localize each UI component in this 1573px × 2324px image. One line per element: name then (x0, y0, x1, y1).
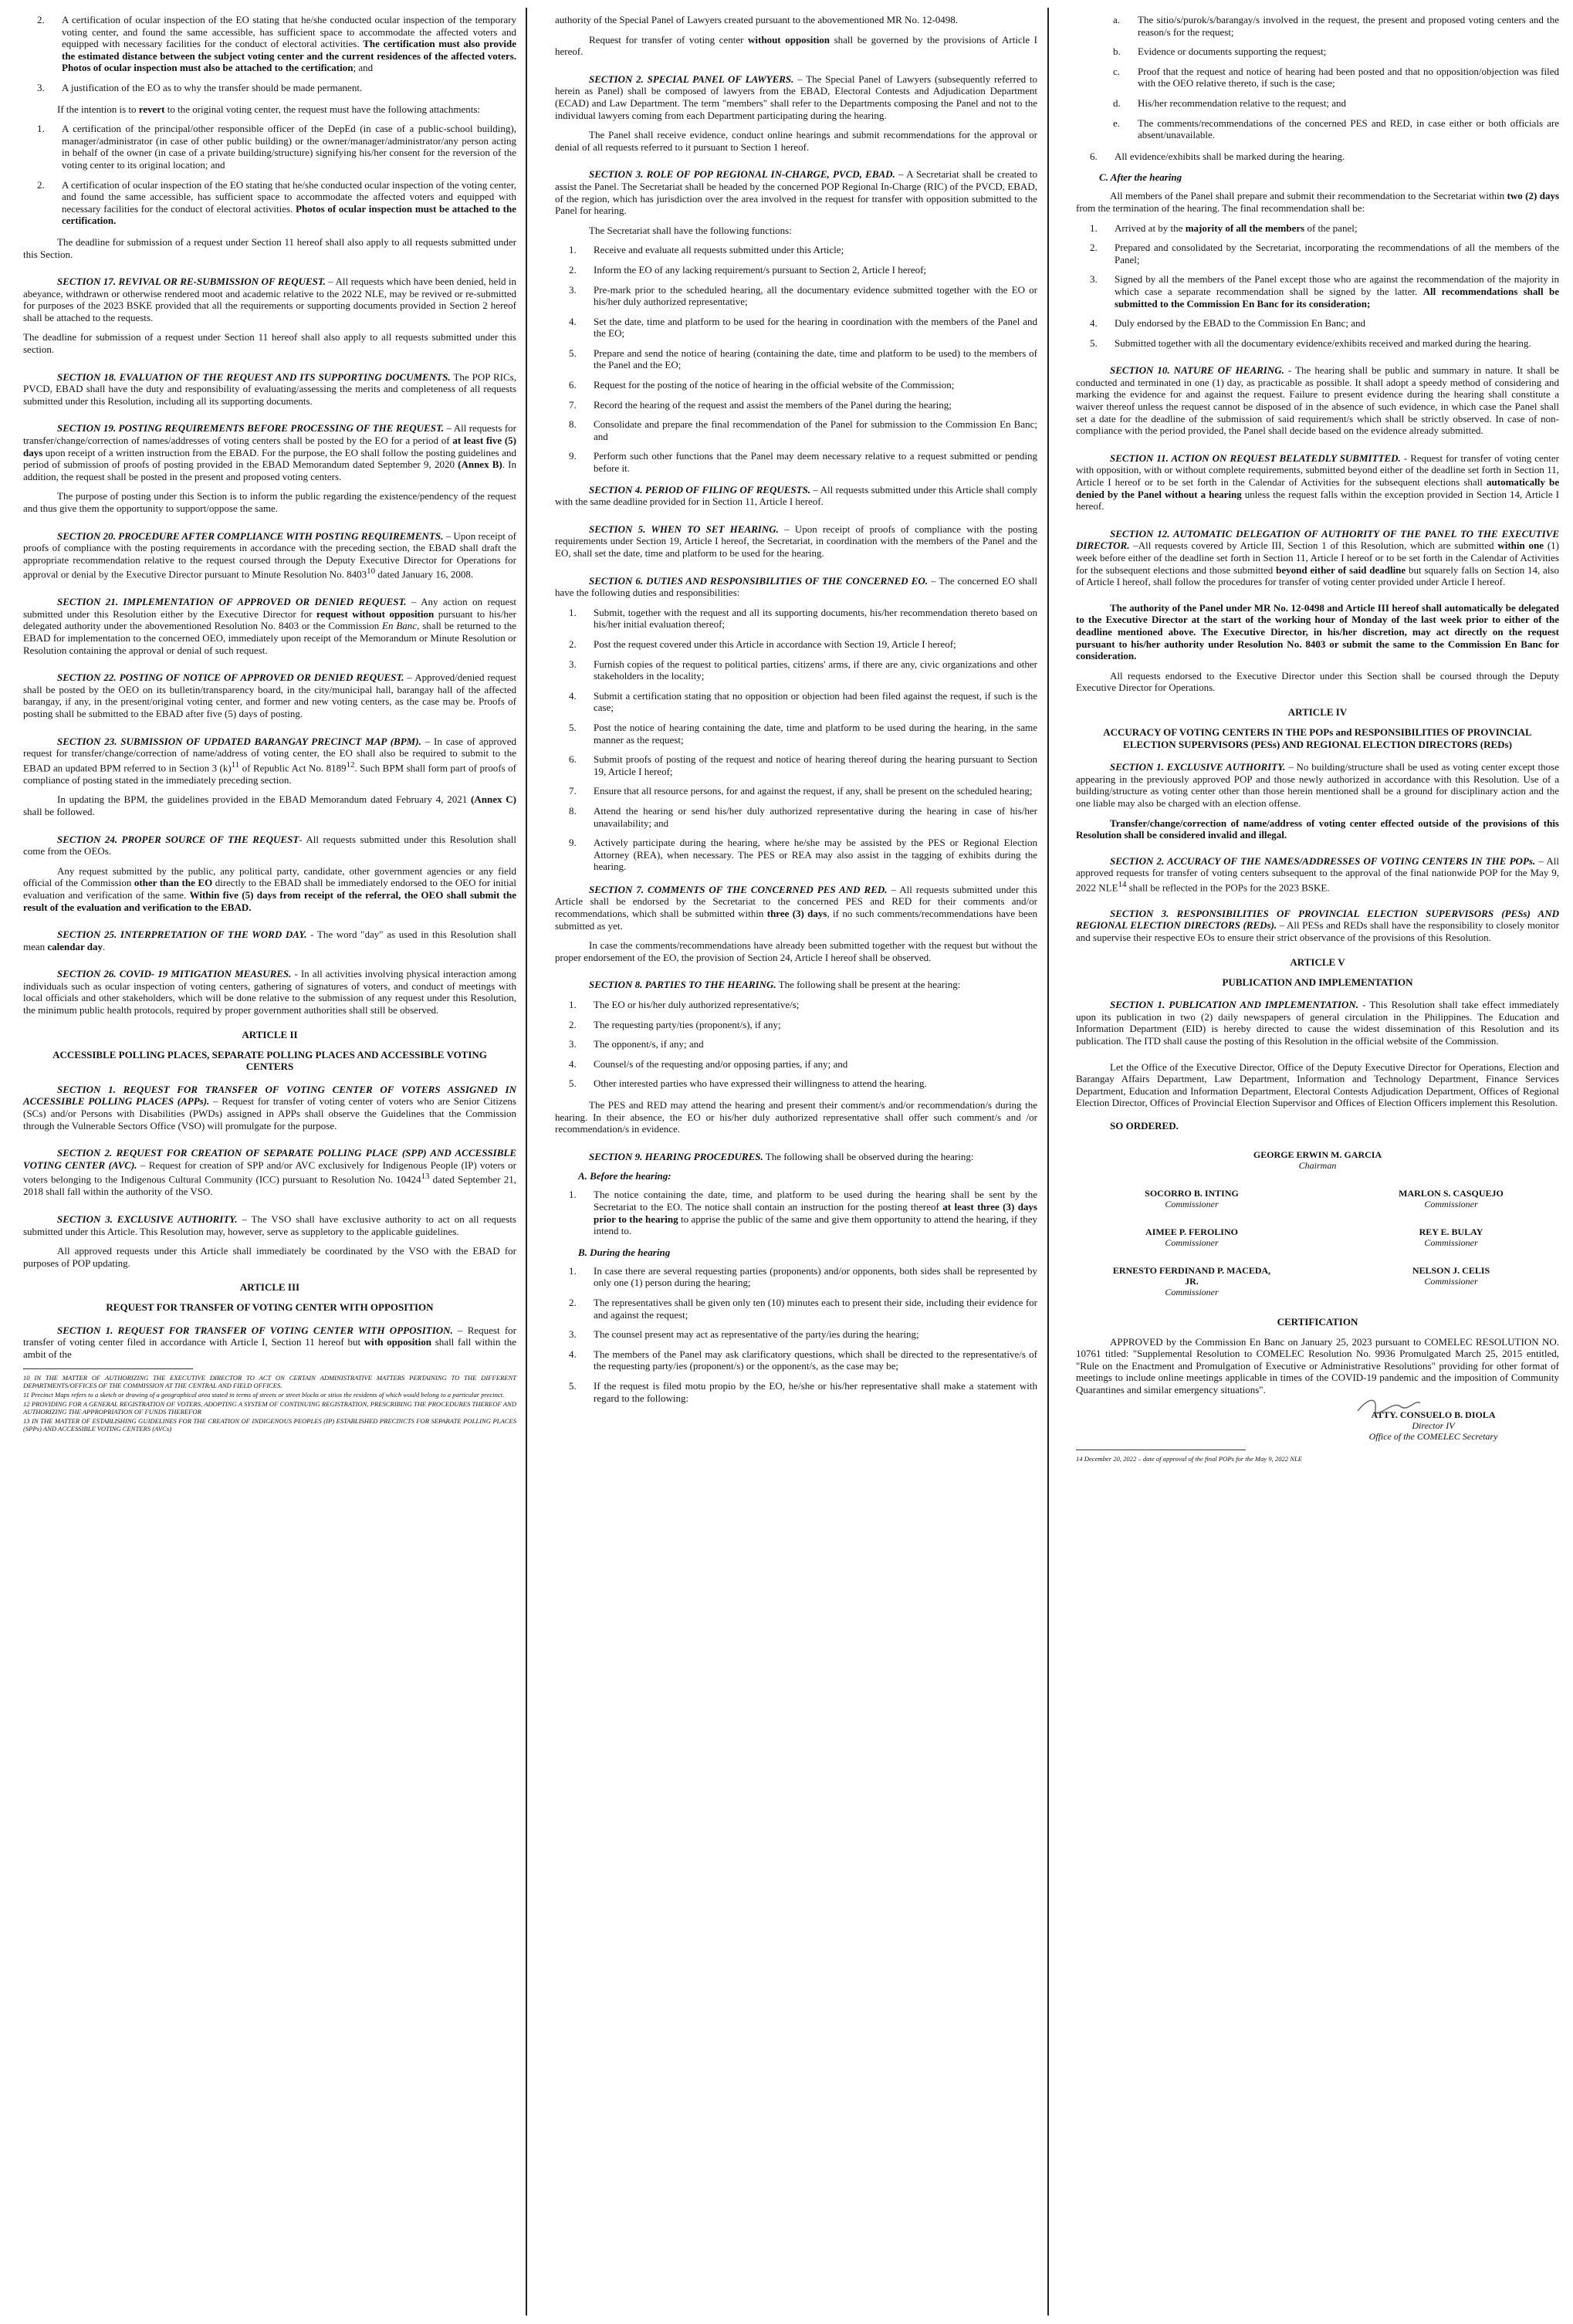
paragraph: All members of the Panel shall prepare and submit their recommendation to the Secretariat within two (2) days from the termination of the hearing. The final recommendation shall be: (1076, 190, 1559, 214)
list-text: Other interested parties who have expressed their willingness to attend the hearing. (594, 1077, 927, 1090)
list-number: 4. (569, 689, 577, 702)
signatory-name: ERNESTO FERDINAND P. MACEDA, JR. (1112, 1264, 1271, 1287)
paragraph: All requests endorsed to the Executive Director under this Section shall be coursed through the Deputy Executive Director for Operations. (1076, 669, 1559, 694)
list-item: 1. A certification of the principal/other responsible officer of the DepEd (in case of a public-school building), manager/administrator (in case of other public building) or the owner/manager/administrator/any person acting in behalf of the owner (in case of a private building/structure) signifying his/her consent for the reversion of the voting center to its original location; and (37, 123, 516, 171)
secretariat-functions-list (555, 244, 1037, 474)
list-text: The sitio/s/purok/s/barangay/s involved in the request, the present and proposed voting centers and the reason/s for the request; (1138, 14, 1559, 38)
signature-row (1107, 1226, 1536, 1248)
signatory-role: Commissioner (1165, 1286, 1219, 1297)
list-number: 5. (569, 347, 577, 359)
list-text: The requesting party/ties (proponent/s), if any; (594, 1018, 781, 1030)
list-item (555, 379, 1037, 391)
list-item (555, 999, 1037, 1011)
list-item (1099, 14, 1559, 38)
footnote: 10 IN THE MATTER OF AUTHORIZING THE EXECUTIVE DIRECTOR TO ACT ON CERTAIN ADMINISTRATIVE MATTERS PERTAINING TO THE DIFFERENT DEPARTMENTS/OFFICES OF THE COMMISSION AT THE CENTRAL AND FIELD OFFICES. (23, 1373, 516, 1389)
list-number: 6. (569, 753, 577, 766)
list-item: 1. Arrived at by the majority of all the members of the panel; (1090, 222, 1358, 234)
footnote: 14 December 20, 2022 – date of approval of the final POPs for the May 9, 2022 NLE (1076, 1455, 1303, 1463)
before-hearing-list (555, 1189, 1037, 1236)
list-text: Record the hearing of the request and assist the members of the Panel during the hearing; (594, 398, 952, 411)
list-item: 2. Prepared and consolidated by the Secretariat, incorporating the recommendations of all the members of the Panel; (1090, 242, 1559, 266)
list-text: Counsel/s of the requesting and/or opposing parties, if any; and (594, 1057, 848, 1070)
list-item (555, 418, 1037, 442)
signatory-name: GEORGE ERWIN M. GARCIA (1253, 1148, 1382, 1160)
column-left (15, 0, 521, 2324)
list-item (555, 1328, 1037, 1341)
list-item (555, 284, 1037, 308)
list-item (555, 1019, 1037, 1031)
list-number: 5. (569, 1379, 577, 1392)
list-item (555, 837, 1037, 873)
signature-chairman (1076, 1149, 1559, 1171)
list-number: 3. (569, 1038, 577, 1050)
list-item (555, 690, 1037, 714)
section-8: SECTION 8. PARTIES TO THE HEARING. The following shall be present at the hearing: (589, 979, 961, 991)
paragraph: The deadline for submission of a request under Section 11 hereof shall also apply to all requests submitted under this section. (23, 331, 516, 356)
certification (1076, 1316, 1559, 1443)
list-number: 2. (569, 263, 577, 276)
paragraph: The Panel shall receive evidence, conduct online hearings and submit recommendations for the approval or denial of all requests referred to it pursuant to Section 1 hereof. (555, 129, 1037, 153)
list-text: Request for the posting of the notice of hearing in the official website of the Commission; (594, 379, 955, 391)
section-23: SECTION 23. SUBMISSION OF UPDATED BARANGAY PRECINCT MAP (BPM). – In case of approved request for transfer/change/correction of name/address of voting center, the EO shall also be required to submit to the EBAD an updated BPM referred to in Section 3 $(k)^{11}$ of Republic Act No. 8189$^{12}$. Such BPM shall form part of proofs of compliance of posting stated in the immediately preceding section. (23, 735, 516, 786)
subheading: C. After the hearing (1099, 171, 1182, 184)
footnote-rule (23, 1368, 193, 1369)
during-hearing-list-continued (1076, 151, 1559, 163)
article-title: PUBLICATION AND IMPLEMENTATION (1222, 976, 1413, 988)
list-item (555, 1265, 1037, 1289)
list-item: 3. A justification of the EO as to why the transfer should be made permanent. (37, 81, 363, 93)
list-item (555, 347, 1037, 371)
section-5: SECTION 5. WHEN TO SET HEARING. – Upon receipt of proofs of compliance with the posting requirements under Section 19, Article I hereof, the Secretariat, in coordination with the members of the Panel and the EO, shall set the date, time and platform to be used for the hearing. (555, 523, 1037, 559)
list-number: c. (1113, 65, 1121, 77)
list-item (555, 450, 1037, 474)
footnote: 11 Precinct Maps refers to a sketch or drawing of a geographical area stated in terms of streets or street blocks or sitios the residents of which would belong to a particular precinct. (23, 1390, 505, 1399)
signatory (1366, 1188, 1536, 1209)
signatory (1107, 1188, 1277, 1209)
list-item: 2. A certification of ocular inspection of the EO stating that he/she conducted ocular inspection of the temporary voting center, and found the same accessible, has sufficient space to accommodate the affected voters and equipped with necessary facilities for the conduct of electoral activities. The certification must also provide the estimated distance between the subject voting center and the current residences of the affected voters. Photos of ocular inspection must also be attached to the certification; and (37, 14, 516, 74)
list-number: 2. (569, 1296, 577, 1308)
list-number: 4. (569, 1348, 577, 1360)
article-heading: ARTICLE III (239, 1281, 300, 1294)
final-recommendation-list (1076, 222, 1559, 350)
section-3: SECTION 3. ROLE OF POP REGIONAL IN-CHARGE, PVCD, EBAD. – A Secretariat shall be created to assist the Panel. The Secretariat shall be headed by the concerned POP Regional In-Charge (RIC) of the PVCD, EBAD, of the region, which has jurisdiction over the area involved in the request for transfer with opposition submitted to the Panel for hearing. (555, 168, 1038, 217)
signatory (1366, 1226, 1536, 1248)
list-text: Attend the hearing or send his/her duly authorized representative during the hearing in case of his/her unavailability; and (594, 804, 1037, 829)
signatory-name: NELSON J. CELIS (1412, 1264, 1490, 1276)
signatory-role: Commissioner (1424, 1198, 1478, 1209)
list-number: 5. (569, 721, 577, 733)
list-item (555, 399, 1037, 411)
list-number: 8. (569, 804, 577, 817)
paragraph: Any request submitted by the public, any political party, candidate, other government agencies or any field official of the Commission other than the EO directly to the EBAD shall be immediately endorsed to the OEO for initial evaluation and verification of the same. Within five (5) days from receipt of the referral, the OEO shall submit the result of the evaluation and verification to the EBAD. (23, 864, 516, 913)
list-text: Post the request covered under this Article in accordance with Section 19, Article I hereof; (594, 638, 956, 650)
list-number: 1. (569, 606, 577, 618)
list-item (1099, 66, 1559, 90)
section-18: SECTION 18. EVALUATION OF THE REQUEST AND ITS SUPPORTING DOCUMENTS. The POP RICs, PVCD, EBAD shall have the duty and responsibility of evaluating/assessing the merits and completeness of all requests submitted under this Resolution, including all its supporting documents. (23, 370, 516, 407)
list-item (1099, 97, 1559, 110)
column-middle (536, 0, 1042, 2324)
paragraph: Transfer/change/correction of name/address of voting center effected outside of the provisions of this Resolution shall be considered invalid and illegal. (1076, 817, 1559, 841)
signatory-name: SOCORRO B. INTING (1145, 1187, 1239, 1199)
signature-row (1107, 1265, 1536, 1297)
paragraph: authority of the Special Panel of Lawyers created pursuant to the abovementioned MR No. 12-0498. (555, 14, 959, 25)
article-heading: ARTICLE IV (1287, 705, 1348, 718)
list-item (555, 1380, 1037, 1404)
list-text: The representatives shall be given only ten (10) minutes each to present their side, including their evidence for and against the request; (594, 1296, 1037, 1321)
footnote: 12 PROVIDING FOR A GENERAL REGISTRATION OF VOTERS, ADOPTING A SYSTEM OF CONTINUING REGISTRATION, PRESCRIBING THE PROCEDURES THEREOF AND AUTHORIZING THE APPROPRIATION OF FUNDS THEREFOR (23, 1399, 516, 1416)
eo-duties-list (555, 607, 1037, 873)
certification-text: APPROVED by the Commission En Banc on January 25, 2023 pursuant to COMELEC RESOLUTION NO. 10761 titled: "Supplemental Resolution to COMELEC Resolution No. 9936 Promulgated March 25, 2015 entitled, "Rule on the Enactment and Promulgation of Executive or Administrative Resolutions" providing for other format of meetings to include online meetings applicable in times of the COVID-19 pandemic and the imposition of Community Quarantines and similar emergency situations". (1076, 1335, 1559, 1395)
hearing-parties-list (555, 999, 1037, 1090)
list-number: d. (1113, 96, 1121, 109)
list-item (555, 244, 1037, 256)
list-item (555, 1038, 1037, 1050)
section-22: SECTION 22. POSTING OF NOTICE OF APPROVED OR DENIED REQUEST. – Approved/denied request shall be posted by the OEO on its bulletin/transparency board, in the city/municipal hall, barangay hall of the affected barangay, if any, in the present/original voting center, and former and new voting centers, as the case may be. Proofs of posting shall be submitted to the EBAD after five (5) days of posting. (23, 671, 517, 720)
section-17: SECTION 17. REVIVAL OR RE-SUBMISSION OF REQUEST. – All requests which have been denied, held in abeyance, withdrawn or otherwise rendered moot and academic relative to the 2022 NLE, may be revived or re-submitted for purposes of the 2023 BSKE provided that all the requirements or supporting documents provided in Section 2 hereof shall be attached to the requests. (23, 276, 516, 323)
paragraph: The deadline for submission of a request under Section 11 hereof shall also apply to all requests submitted under this Section. (23, 235, 516, 260)
list-text: Inform the EO of any lacking requirement/s pursuant to Section 2, Article I hereof; (594, 263, 927, 276)
list-item (555, 316, 1037, 340)
list-item: 5. Submitted together with all the documentary evidence/exhibits received and marked during the hearing. (1090, 337, 1531, 349)
list-text: Submit, together with the request and all its supporting documents, his/her recommendation thereto based on his/her initial evaluation thereof; (594, 606, 1037, 631)
section-2: SECTION 2. SPECIAL PANEL OF LAWYERS. – The Special Panel of Lawyers (subsequently referred to herein as Panel) shall be composed of lawyers from the EBAD, Electoral Contests and Adjudication Department (ECAD) and Law Department. The term "members" shall refer to the Departments composing the Panel and not to the individual lawyers coming from each Department participating during the hearing. (555, 73, 1037, 121)
list-number: a. (1113, 14, 1121, 25)
list-item (555, 722, 1037, 746)
list-item (555, 785, 1037, 797)
signatory-office: Office of the COMELEC Secretary (1368, 1431, 1498, 1443)
article4-section-3: SECTION 3. RESPONSIBILITIES OF PROVINCIAL ELECTION SUPERVISORS (PESs) AND REGIONAL ELECTION DIRECTORS (REDs). – All PESs and REDs shall have the responsibility to closely monitor and supervise their respective EOs to ensure their strict observance of the provisions of this Resolution. (1076, 907, 1559, 943)
article5-section-1: SECTION 1. PUBLICATION AND IMPLEMENTATION. - This Resolution shall take effect immediately upon its publication in two (2) daily newspapers of general circulation in the Philippines. The Education and Information Department (EID) is hereby directed to cause the widest dissemination of this Resolution and its publication. The ITD shall cause the posting of this Resolution in the official website of the Commission. (1076, 999, 1559, 1047)
signatory-role: Commissioner (1165, 1236, 1219, 1248)
list-text: Furnish copies of the request to political parties, citizens' arms, if there are any, civic organizations and other stakeholders in the locality; (594, 658, 1037, 682)
list-item (555, 1058, 1037, 1071)
list-item (555, 1077, 1037, 1090)
section-9: SECTION 9. HEARING PROCEDURES. The following shall be observed during the hearing: (589, 1150, 974, 1162)
list-text: The opponent/s, if any; and (594, 1038, 704, 1050)
list-text: Evidence or documents supporting the request; (1138, 46, 1327, 58)
paragraph: The PES and RED may attend the hearing and present their comment/s and/or recommendation/s during the hearing. In their absence, the EO or his/her duly authorized representative shall offer such comment/s and /or recommendation/s in evidence. (555, 1099, 1037, 1135)
list-item (555, 805, 1037, 829)
article4-section-1: SECTION 1. EXCLUSIVE AUTHORITY. – No building/structure shall be used as voting center except those appearing in the previously approved POP and those newly authorized in accordance with this Resolution. Use of a building/structure as voting center other than those herein mentioned shall be a ground for disciplinary action and the one liable may also be charged with an election offense. (1076, 761, 1559, 809)
list-text: If the request is filed motu propio by the EO, he/she or his/her representative shall make a statement with regard to the following: (594, 1379, 1037, 1404)
section-11: SECTION 11. ACTION ON REQUEST BELATEDLY SUBMITTED. - Request for transfer of voting center with opposition, with or without complete requirements, submitted beyond either of the deadline set forth in Section 11, Article I hereof or to be set forth in the Calendar of Activities for the subsequent elections shall automatically be denied by the Panel without a hearing unless the request falls within the exception provided in Section 14, Article I hereof. (1076, 452, 1559, 512)
article4-section-2: SECTION 2. ACCURACY OF THE NAMES/ADDRESSES OF VOTING CENTERS IN THE POPs. – All approved requests for transfer of voting centers subsequent to the approval of the final nationwide POP for the May 9, 2022 NLE$^{14}$ shall be reflected in the POPs for the 2023 BSKE. (1076, 854, 1559, 894)
list-text: The counsel present may act as representative of the party/ies during the hearing; (594, 1328, 919, 1341)
list-text: Pre-mark prior to the scheduled hearing, all the documentary evidence submitted together with the EO or his/her duly authorized representative; (594, 283, 1037, 308)
section-26: SECTION 26. COVID- 19 MITIGATION MEASURES. - In all activities involving physical interaction among individuals such as ocular inspection of voting centers, gathering of signatures of voters, and conduct of meetings with local officials and other stakeholders, which will be done relative to the submission of any request under this Resolution, the minimum public health protocols, required by proper government authorities shall still be observed. (23, 968, 516, 1017)
section-21: SECTION 21. IMPLEMENTATION OF APPROVED OR DENIED REQUEST. – Any action on request submitted under this Resolution either by the Executive Director for request without opposition pursuant to his/her delegated authority under the abovementioned Resolution No. 8403 or the Commission En Banc, shall be returned to the EBAD for implementation to the concerned OEO, immediately upon receipt of the Memorandum or Minute Resolution or Resolution containing the approval or denial of such request. (23, 596, 516, 656)
secretary-signature (1307, 1409, 1559, 1442)
signatory-name: MARLON S. CASQUEJO (1399, 1187, 1504, 1199)
list-number: 7. (569, 398, 577, 411)
section-6: SECTION 6. DUTIES AND RESPONSIBILITIES OF THE CONCERNED EO. – The concerned EO shall have the following duties and responsibilities: (555, 574, 1037, 599)
signatory-name: ATTY. CONSUELO B. DIOLA (1371, 1409, 1496, 1421)
list-item (555, 1297, 1037, 1321)
during-hearing-list (555, 1265, 1037, 1404)
list-item: 2. A certification of ocular inspection of the EO stating that he/she conducted ocular inspection of the voting center, and found the same accessible, has sufficient space to accommodate the affected voters and equipped with necessary facilities for the conduct of electoral activities. Photos of ocular inspection must be attached to the certification. (37, 178, 517, 227)
column-divider (1047, 8, 1049, 2316)
article-heading: ARTICLE V (1290, 956, 1345, 968)
list-text: The comments/recommendations of the concerned PES and RED, in case either or both officials are absent/unavailable. (1138, 117, 1559, 141)
list-number: 9. (569, 837, 577, 849)
list-number: 5. (569, 1077, 577, 1090)
paragraph: Let the Office of the Executive Director, Office of the Deputy Executive Director for Operations, Election and Barangay Affairs Department, Law Department, Information and Technology Department, Finance Services Department, Education and Information Department, Electoral Contests Adjudication Department, Offices of Regional Election Director, Offices of Provincial Election Supervisor and Offices of Election Officers implement this Resolution. (1076, 1061, 1559, 1109)
paragraph: The purpose of posting under this Section is to inform the public regarding the existence/pendency of the request and thus give them the opportunity to support/oppose the same. (23, 490, 516, 514)
section-10: SECTION 10. NATURE OF HEARING. - The hearing shall be public and summary in nature. It shall be conducted and terminated in one (1) day, as practicable as possible. It shall adopt a speedy method of considering and marking the evidence for and against the request. Failure to present evidence during the hearing shall constitute a waiver thereof unless the request cannot be disposed of in the absence of such evidence, in which case the Panel shall set a date for the deadline of the submission of said requirement/s which shall be strictly observed. In case of non-compliance with the period provided, the Panel shall decide based on the evidence already submitted. (1076, 364, 1559, 437)
list-number: 4. (569, 1057, 577, 1070)
list-text: Post the notice of hearing containing the date, time and platform to be used during the hearing, in the same manner as the request; (594, 721, 1037, 746)
list-number: 1. (569, 999, 577, 1011)
paragraph: The Secretariat shall have the following functions: (589, 224, 792, 236)
list-text: Ensure that all resource persons, for and against the request, if any, shall be present on the scheduled hearing; (594, 785, 1033, 797)
section-7: SECTION 7. COMMENTS OF THE CONCERNED PES AND RED. – All requests submitted under this Article shall be endorsed by the Secretariat to the concerned PES and RED for their comments and/or recommendations, which shall be submitted within three (3) days, if no such comments/recommendations have been submitted as yet. (555, 883, 1038, 932)
footnote: 13 IN THE MATTER OF ESTABLISHING GUIDELINES FOR THE CREATION OF INDIGENOUS PEOPLES (IP) ESTABLISHED PRECINCTS FOR SEPARATE POLLING PLACES (SPPs) AND ACCESSIBLE VOTING CENTERS (AVCs) (23, 1416, 516, 1433)
list-number: 1. (569, 1264, 577, 1277)
signatory-role: Commissioner (1424, 1275, 1478, 1287)
signatory (1107, 1265, 1277, 1297)
list-item: 4. Duly endorsed by the EBAD to the Commission En Banc; and (1090, 317, 1365, 330)
list-item (555, 658, 1037, 682)
list-text: Consolidate and prepare the final recommendation of the Panel for submission to the Commission En Banc; and (594, 418, 1037, 442)
list-number: 2. (569, 638, 577, 650)
list-text: In case there are several requesting parties (proponents) and/or opponents, both sides shall be represented by only one (1) person during the hearing; (594, 1264, 1037, 1289)
list-text: Prepare and send the notice of hearing (containing the date, time and platform to be used) to the members of the Panel and the EO; (594, 347, 1037, 371)
paragraph: The authority of the Panel under MR No. 12-0498 and Article III hereof shall automatically be delegated to the Executive Director at the start of the working hour of Monday of the last week prior to either of the deadline mentioned above. The Executive Director, in his/her discretion, may act directly on the request pursuant to his/her authority under Resolution No. 8403 or submit the same to the Commission En Banc for consideration. (1076, 601, 1559, 662)
column-right (1057, 0, 1559, 2324)
list-text: Set the date, time and platform to be used for the hearing in coordination with the members of the Panel and the EO; (594, 315, 1037, 340)
list-text: His/her recommendation relative to the request; and (1138, 96, 1347, 109)
list-text: Submit a certification stating that no opposition or objection had been filed against the request, if such is the case; (594, 689, 1037, 714)
list-number: 4. (569, 315, 577, 327)
signatory (1366, 1265, 1536, 1297)
list-item (555, 753, 1037, 777)
signatory-name: REY E. BULAY (1419, 1226, 1483, 1237)
list-text: Submit proofs of posting of the request and notice of hearing thereof during the hearing pursuant to Section 19, Article I hereof; (594, 753, 1037, 777)
column-divider (526, 8, 527, 2316)
list-item (1099, 46, 1559, 58)
article-title: ACCESSIBLE POLLING PLACES, SEPARATE POLLING PLACES AND ACCESSIBLE VOTING CENTERS (52, 1048, 487, 1073)
list-item: 6. All evidence/exhibits shall be marked during the hearing. (1090, 150, 1345, 162)
list-number: 9. (569, 450, 577, 462)
section-12: SECTION 12. AUTOMATIC DELEGATION OF AUTHORITY OF THE PANEL TO THE EXECUTIVE DIRECTOR. –All requests covered by Article III, Section 1 of this Resolution, which are submitted within one (1) week before either of the deadline set forth in Section 11, Article I hereof or to be set forth in the Calendar of Activities for the subsequent elections and those submitted beyond either of said deadline but squarely falls on Section 14, also of Article I hereof, shall follow the procedures for transfer of voting center provided under Article I hereof. (1076, 527, 1559, 588)
list-number: b. (1113, 46, 1121, 58)
section-25: SECTION 25. INTERPRETATION OF THE WORD DAY. - The word "day" as used in this Resolution shall mean calendar day. (23, 929, 516, 952)
article-title: REQUEST FOR TRANSFER OF VOTING CENTER WITH OPPOSITION (106, 1301, 434, 1314)
list-number: 2. (569, 1018, 577, 1030)
signatory-role: Commissioner (1424, 1236, 1478, 1248)
list-number: 3. (569, 283, 577, 296)
subheading: A. Before the hearing: (578, 1170, 671, 1182)
revert-list (23, 123, 516, 227)
list-number: 7. (569, 785, 577, 797)
article-heading: ARTICLE II (242, 1028, 298, 1040)
section-20: SECTION 20. PROCEDURE AFTER COMPLIANCE WITH POSTING REQUIREMENTS. – Upon receipt of proofs of compliance with the posting requirements in accordance with the preceding section, the EBAD shall draft the appropriate recommendation relative to the request coursed through the Deputy Executive Director for Operations for approval or denial by the Executive Director pursuant to Minute Resolution No. 8403$^{10}$ dated January 16, 2008. (23, 529, 516, 580)
list-item (555, 638, 1037, 651)
article2-section-2: SECTION 2. REQUEST FOR CREATION OF SEPARATE POLLING PLACE (SPP) AND ACCESSIBLE VOTING CENTER (AVC). – Request for creation of SPP and/or AVC exclusively for Indigenous People (IP) voters or voters belonging to the Indigenous Cultural Community (ICC) pursuant to Resolution No. 10424$^{13}$ dated September 21, 2018 shall fall within the authority of the VSO. (23, 1147, 516, 1198)
section-19: SECTION 19. POSTING REQUIREMENTS BEFORE PROCESSING OF THE REQUEST. – All requests for transfer/change/correction of names/addresses of voting centers shall be posted by the EO for a period of at least five (5) days upon receipt of a written instruction from the EBAD. For the purpose, the EO shall follow the posting guidelines and period of submission of proofs of posting provided in the EBAD Memorandum dated September 9, 2020 (Annex B). In addition, the request shall be posted in the present and proposed voting centers. (23, 422, 517, 482)
list-number: 6. (569, 379, 577, 391)
handwritten-signature (1354, 1395, 1423, 1416)
paragraph: In case the comments/recommendations have already been submitted together with the request but without the proper endorsement of the EO, the provision of Section 24, Article I hereof shall be observed. (555, 939, 1037, 963)
signatory-role: Chairman (1298, 1159, 1337, 1171)
list-number: e. (1113, 117, 1121, 129)
article2-section-1: SECTION 1. REQUEST FOR TRANSFER OF VOTING CENTER OF VOTERS ASSIGNED IN ACCESSIBLE POLLING PLACES (APPs). – Request for transfer of voting center of voters who are Senior Citizens (SCs) and/or Persons with Disabilities (PWDs) assigned in APPs shall observe the Guidelines that the Commission through the Vulnerable Sectors Office (VSO) will promulgate for the purpose. (23, 1083, 516, 1132)
list-item: 3. Signed by all the members of the Panel except those who are against the recommendation of the majority in which case a separate recommendation shall be signed by the latter. All recommendations shall be submitted to the Commission En Banc for its consideration; (1090, 273, 1559, 310)
list-text: The EO or his/her duly authorized representative/s; (594, 999, 800, 1011)
list-text: Receive and evaluate all requests submitted under this Article; (594, 244, 844, 256)
signature-block (1076, 1188, 1559, 1297)
certification-heading: CERTIFICATION (1277, 1315, 1358, 1328)
list-item (555, 607, 1037, 631)
signatory-name: AIMEE P. FEROLINO (1145, 1226, 1238, 1237)
paragraph: Request for transfer of voting center without opposition shall be governed by the provisions of Article I hereof. (555, 33, 1037, 58)
signature-row (1107, 1188, 1536, 1209)
signatory-role: Director IV (1412, 1420, 1455, 1432)
ocular-list (23, 14, 516, 94)
list-number: 1. (569, 244, 577, 256)
article3-section-1: SECTION 1. REQUEST FOR TRANSFER OF VOTING CENTER WITH OPPOSITION. – Request for transfer of voting center filed in accordance with Article I, Section 11 hereof but with opposition shall fall within the ambit of the (23, 1324, 516, 1361)
list-number: 3. (569, 658, 577, 670)
paragraph: If the intention is to revert to the original voting center, the request must have the following attachments: (57, 103, 480, 115)
so-ordered: SO ORDERED. (1110, 1119, 1179, 1132)
list-item (555, 1348, 1037, 1372)
paragraph: All approved requests under this Article shall immediately be coordinated by the VSO with the EBAD for purposes of POP updating. (23, 1245, 516, 1269)
section-24: SECTION 24. PROPER SOURCE OF THE REQUEST- All requests submitted under this Resolution shall come from the OEOs. (23, 833, 516, 858)
list-text: Actively participate during the hearing, where he/she may be assisted by the PES or Regional Election Attorney (REA), when necessary. The PES or REA may also assist in the tagging of exhibits during the hearing. (594, 837, 1037, 873)
signatory (1107, 1226, 1277, 1248)
article2-section-3: SECTION 3. EXCLUSIVE AUTHORITY. – The VSO shall have exclusive authority to act on all requests submitted under this Article. This Resolution may, however, serve as suppletory to the applicable guidelines. (23, 1213, 516, 1237)
article-title: ACCURACY OF VOTING CENTERS IN THE POPs and RESPONSIBILITIES OF PROVINCIAL ELECTION SUPERVISORS (PESs) AND REGIONAL ELECTION DIRECTORS (REDs) (1103, 726, 1532, 750)
list-text: Proof that the request and notice of hearing had been posted and that no opposition/objection was filed with the OEO relative thereto, if such is the case; (1138, 65, 1559, 90)
signatory-role: Commissioner (1165, 1198, 1219, 1209)
list-item (1099, 117, 1559, 141)
list-item: 1. The notice containing the date, time, and platform to be used during the hearing shall be sent by the Secretariat to the EO. The notice shall contain an instruction for the posting thereof at least three (3) days prior to the hearing to apprise the public of the same and give them opportunity to attend the hearing, if they intend to. (569, 1189, 1037, 1237)
list-number: 3. (569, 1328, 577, 1341)
list-item (555, 264, 1037, 276)
paragraph: In updating the BPM, the guidelines provided in the EBAD Memorandum dated February 4, 2021 (Annex C) shall be followed. (23, 793, 516, 817)
motu-propio-statement-list (1099, 14, 1559, 141)
list-text: The members of the Panel may ask clarificatory questions, which shall be directed to the representative/s of the requesting party/ies (proponent/s) or the opponent/s, as the case may be; (594, 1348, 1037, 1372)
subheading: B. During the hearing (578, 1246, 671, 1258)
list-text: Perform such other functions that the Panel may deem necessary relative to a request submitted or pending before it. (594, 450, 1037, 475)
section-4: SECTION 4. PERIOD OF FILING OF REQUESTS. – All requests submitted under this Article shall comply with the same deadline provided for in Section 11, Article I hereof. (555, 483, 1038, 508)
list-number: 8. (569, 418, 577, 431)
